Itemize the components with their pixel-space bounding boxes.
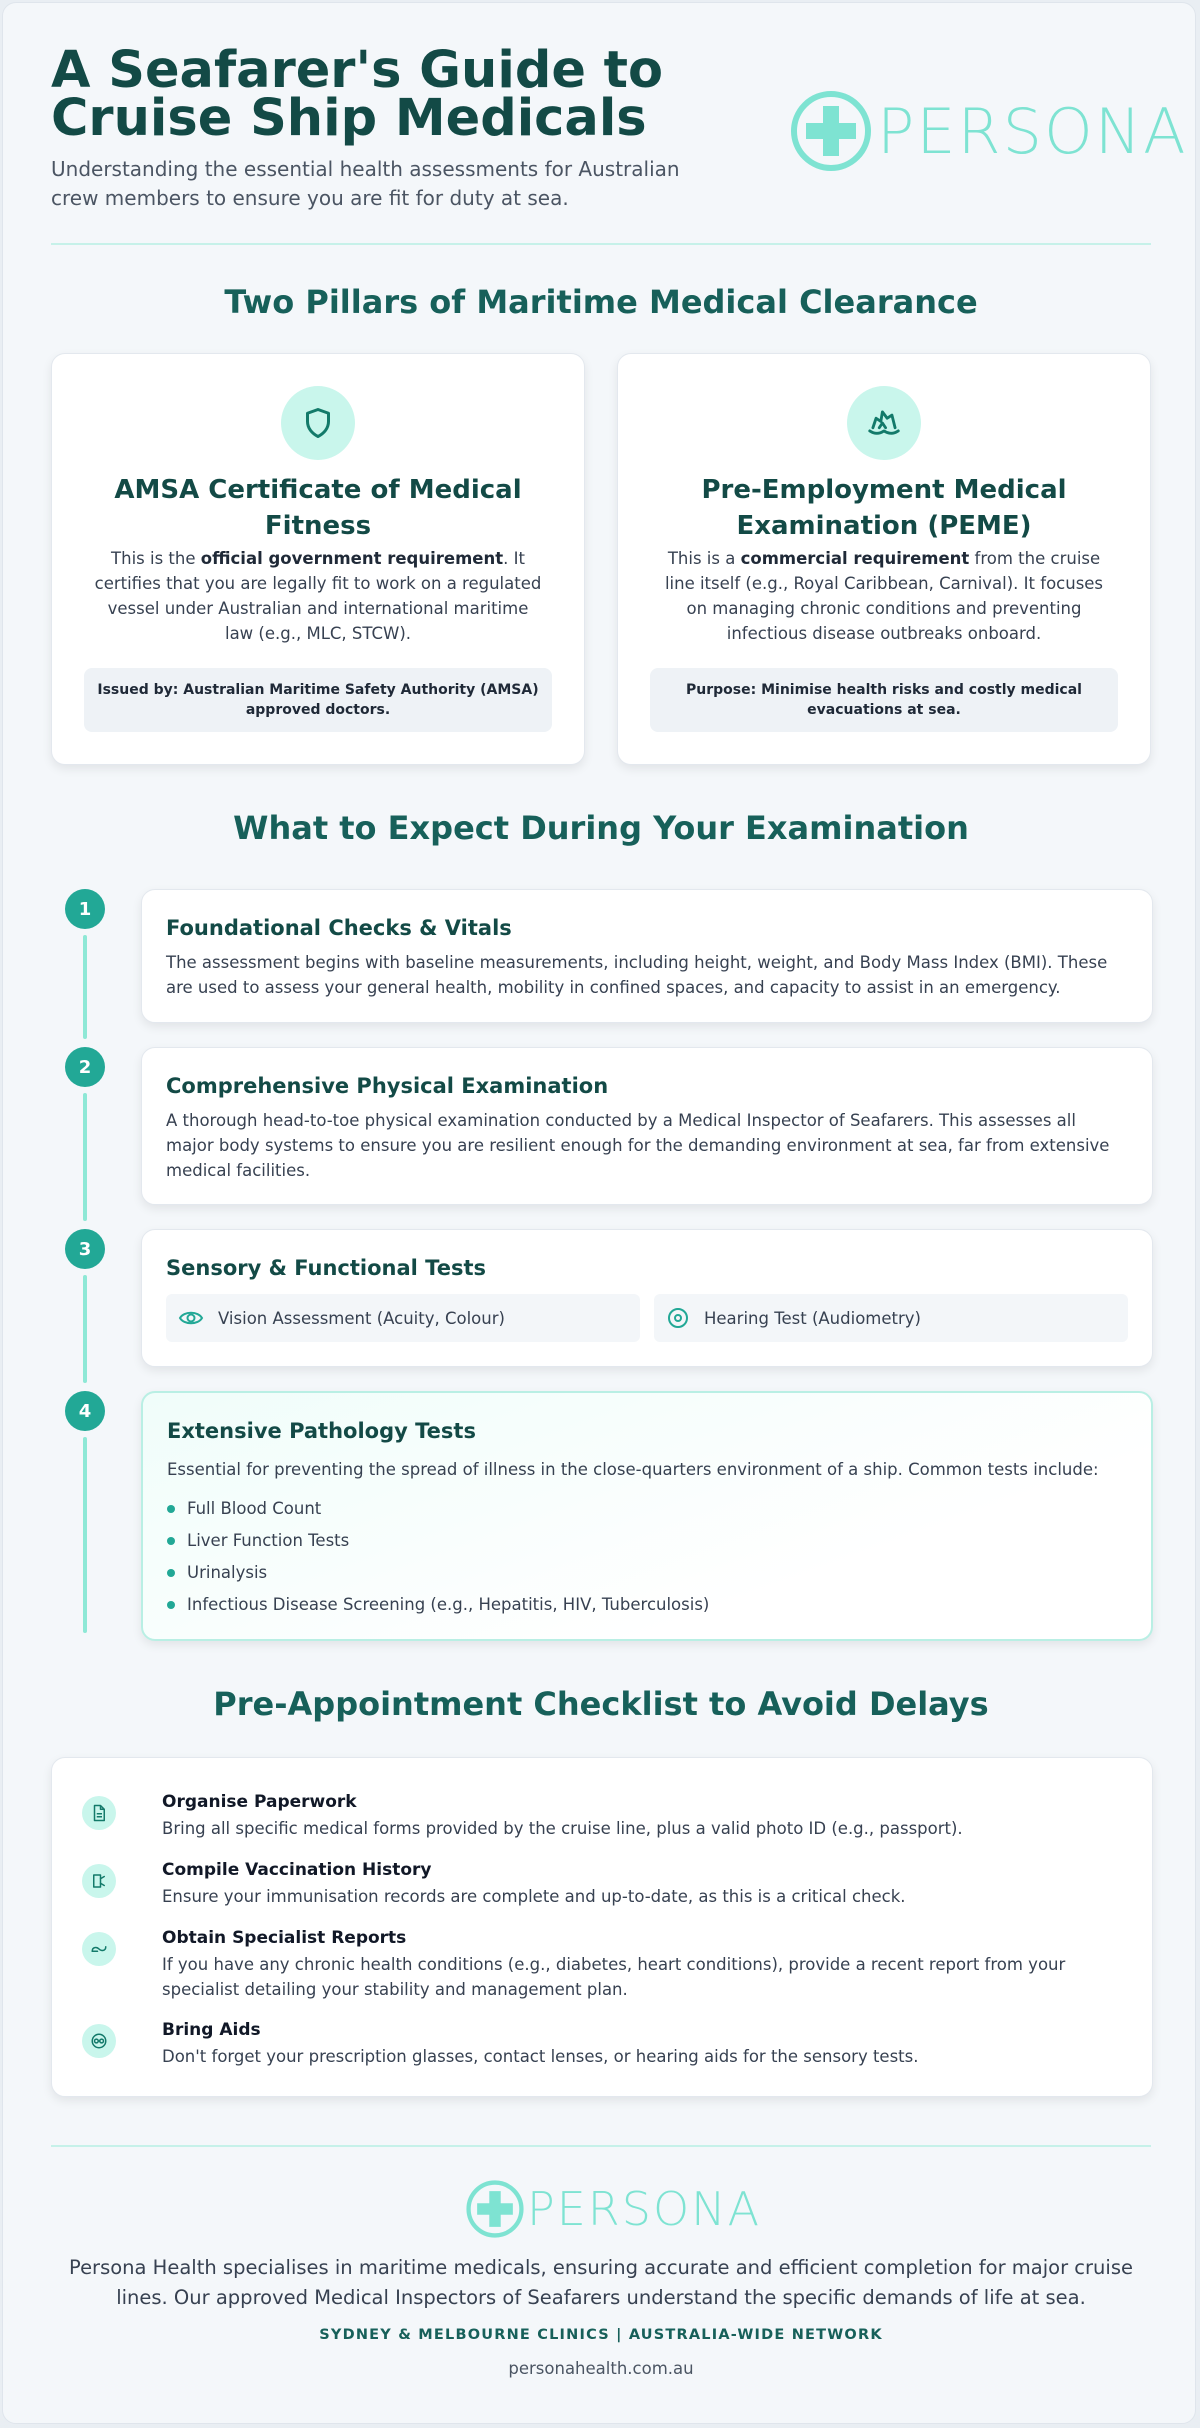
pathology-test-item: Infectious Disease Screening (e.g., Hepatitis, HIV, Tuberculosis) bbox=[167, 1595, 709, 1614]
medical-cross-logo-icon bbox=[465, 2179, 525, 2239]
step-title: Foundational Checks & Vitals bbox=[166, 916, 512, 940]
footer-website-link[interactable]: personahealth.com.au bbox=[508, 2359, 694, 2378]
timeline-line bbox=[83, 1093, 87, 1221]
page-subtitle: Understanding the essential health assessments for Australian crew members to ensure you are fit for duty at sea. bbox=[51, 157, 680, 210]
step-number-3: 3 bbox=[65, 1229, 105, 1269]
step-title: Sensory & Functional Tests bbox=[166, 1256, 486, 1280]
vaccine-icon bbox=[82, 1864, 116, 1898]
pathology-test-item: Liver Function Tests bbox=[167, 1531, 349, 1550]
hearing-test-label: Hearing Test (Audiometry) bbox=[704, 1308, 921, 1328]
document-icon bbox=[82, 1796, 116, 1830]
peme-card bbox=[617, 353, 1151, 765]
peme-title: Pre-Employment Medical Examination (PEME) bbox=[701, 475, 1067, 541]
footer-description: Persona Health specialises in maritime medicals, ensuring accurate and efficient completion for major cruise lines. Our approved Medical Inspectors of Seafarers understand the specific demands of life at sea. bbox=[69, 2256, 1133, 2309]
hearing-test-chip bbox=[654, 1294, 1128, 1342]
ship-icon bbox=[847, 386, 921, 460]
step-title: Extensive Pathology Tests bbox=[167, 1419, 476, 1443]
step-number-4: 4 bbox=[65, 1391, 105, 1431]
logo-wordmark: PERSONA bbox=[877, 94, 1188, 168]
step-card-vitals bbox=[141, 889, 1153, 1023]
step-number-1: 1 bbox=[65, 889, 105, 929]
page-title: A Seafarer's Guide to Cruise Ship Medicals bbox=[51, 41, 664, 148]
timeline-line bbox=[83, 935, 87, 1039]
vision-test-label: Vision Assessment (Acuity, Colour) bbox=[218, 1308, 505, 1328]
bullet-dot bbox=[167, 1505, 175, 1513]
checklist-item-title: Compile Vaccination History bbox=[162, 1860, 432, 1880]
step-card-pathology bbox=[141, 1391, 1153, 1641]
checklist-item-text: If you have any chronic health conditions (e.g., diabetes, heart conditions), provide a recent report from your specialist detailing your stability and management plan. bbox=[162, 1955, 1066, 1999]
bullet-dot bbox=[167, 1569, 175, 1577]
bullet-dot bbox=[167, 1601, 175, 1609]
shield-icon bbox=[281, 386, 355, 460]
checklist-heading: Pre-Appointment Checklist to Avoid Delays bbox=[213, 1685, 989, 1723]
checklist-item-text: Ensure your immunisation records are complete and up-to-date, as this is a critical check. bbox=[162, 1887, 906, 1906]
step-number-2: 2 bbox=[65, 1047, 105, 1087]
logo-wordmark: PERSONA bbox=[527, 2182, 762, 2236]
vision-test-chip bbox=[166, 1294, 640, 1342]
amsa-card bbox=[51, 353, 585, 765]
header-divider bbox=[51, 243, 1151, 245]
eye-icon bbox=[178, 1308, 204, 1328]
footer-locations: SYDNEY & MELBOURNE CLINICS | AUSTRALIA-WIDE NETWORK bbox=[319, 2327, 883, 2343]
glasses-icon bbox=[82, 2024, 116, 2058]
step-description: A thorough head-to-toe physical examination conducted by a Medical Inspector of Seafarers. This assesses all major body systems to ensure you are resilient enough for the demanding environment at sea, far from extensive medical facilities. bbox=[166, 1111, 1110, 1180]
step-card-physical bbox=[141, 1047, 1153, 1205]
step-title: Comprehensive Physical Examination bbox=[166, 1074, 609, 1098]
header-logo[interactable] bbox=[789, 89, 1188, 173]
timeline-line bbox=[83, 1275, 87, 1383]
pathology-test-item: Full Blood Count bbox=[167, 1499, 321, 1518]
amsa-title: AMSA Certificate of Medical Fitness bbox=[114, 475, 522, 541]
pathology-test-item: Urinalysis bbox=[167, 1563, 267, 1582]
checklist-item-title: Organise Paperwork bbox=[162, 1792, 357, 1812]
exam-heading: What to Expect During Your Examination bbox=[233, 809, 969, 847]
medical-cross-logo-icon bbox=[789, 89, 873, 173]
checklist-item-title: Obtain Specialist Reports bbox=[162, 1928, 407, 1948]
step-description: Essential for preventing the spread of illness in the close-quarters environment of a ship. Common tests include: bbox=[167, 1460, 1099, 1479]
checklist-item-text: Don't forget your prescription glasses, contact lenses, or hearing aids for the sensory tests. bbox=[162, 2047, 919, 2066]
peme-description: This is a commercial requirement from the cruise line itself (e.g., Royal Caribbean, Carnival). It focuses on managing chronic conditions and preventing infectious disease outbreaks onboard. bbox=[664, 549, 1104, 643]
step-description: The assessment begins with baseline measurements, including height, weight, and Body Mass Index (BMI). These are used to assess your general health, mobility in confined spaces, and capacity to assist in an emergency. bbox=[166, 953, 1108, 997]
checklist-card bbox=[51, 1757, 1153, 2097]
checklist-item-title: Bring Aids bbox=[162, 2020, 261, 2040]
footer-divider bbox=[51, 2145, 1151, 2147]
amsa-description: This is the official government requirement. It certifies that you are legally fit to work on a regulated vessel under Australian and international maritime law (e.g., MLC, STCW). bbox=[94, 549, 542, 643]
timeline-line bbox=[83, 1437, 87, 1633]
checklist-item-text: Bring all specific medical forms provided by the cruise line, plus a valid photo ID (e.g., passport). bbox=[162, 1819, 963, 1838]
page bbox=[2, 2, 1196, 2424]
peme-purpose-note: Purpose: Minimise health risks and costly medical evacuations at sea. bbox=[650, 668, 1118, 732]
footer-logo[interactable] bbox=[465, 2179, 761, 2239]
ear-icon bbox=[666, 1306, 690, 1330]
step-card-sensory bbox=[141, 1229, 1153, 1367]
report-icon bbox=[82, 1932, 116, 1966]
bullet-dot bbox=[167, 1537, 175, 1545]
pillars-heading: Two Pillars of Maritime Medical Clearance bbox=[224, 283, 978, 321]
amsa-issuer-note: Issued by: Australian Maritime Safety Authority (AMSA) approved doctors. bbox=[84, 668, 552, 732]
